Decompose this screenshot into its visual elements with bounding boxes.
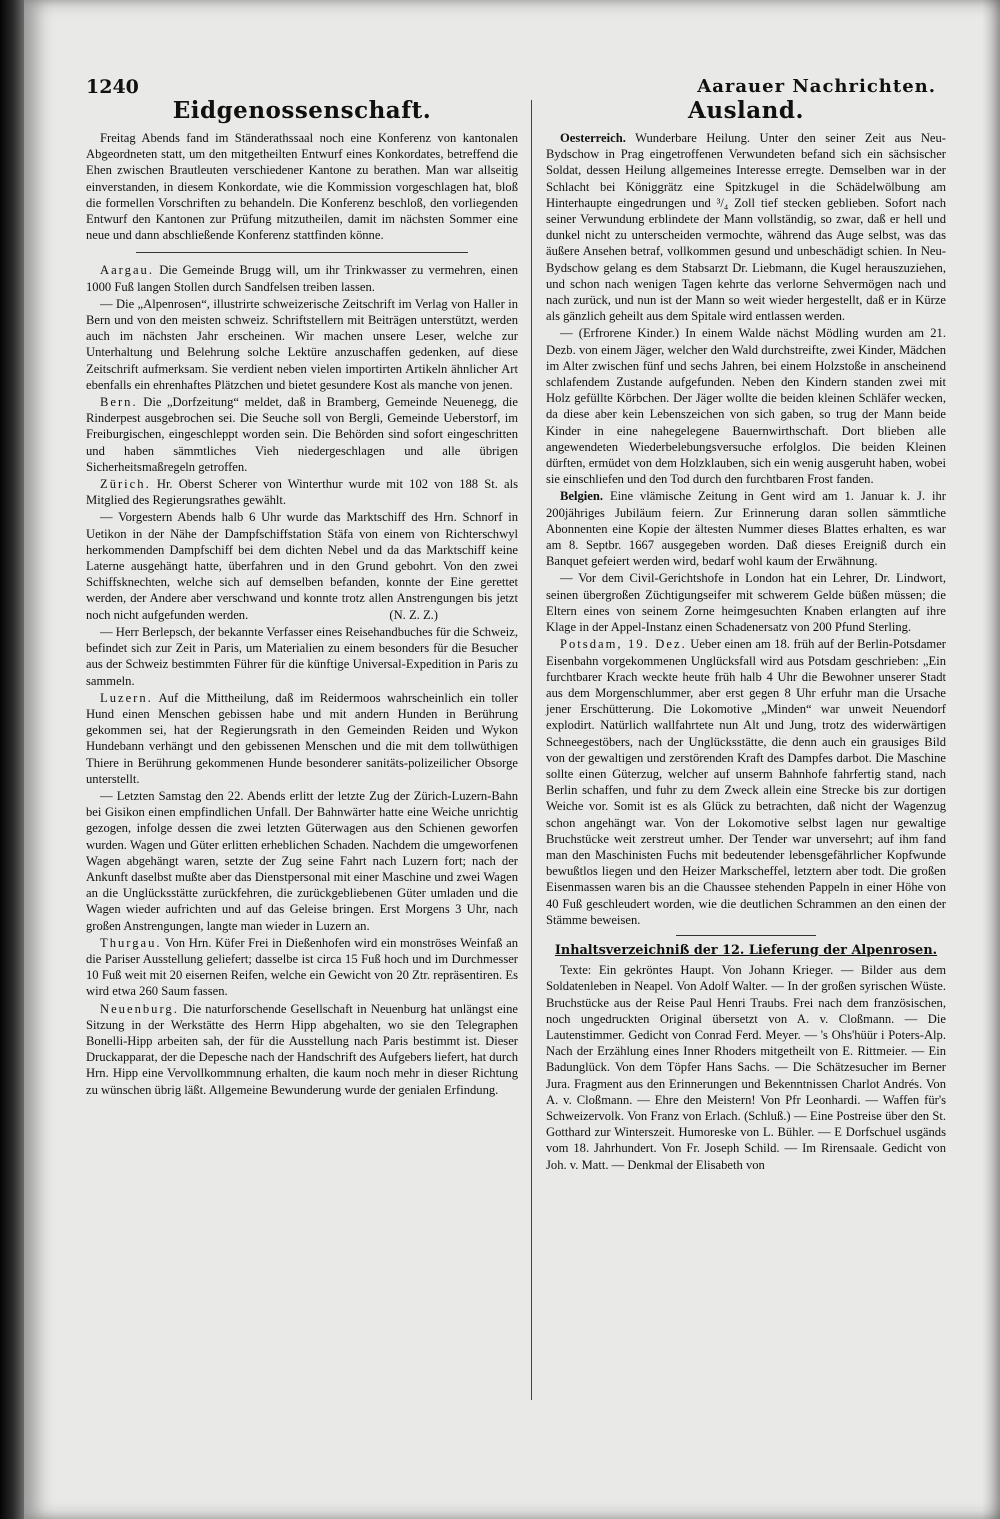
article-text: Die „Dorfzeitung“ meldet, daß in Bramberg, Gemeinde Neuenegg, die Rinderpest ausgebrochen sei. Die Seuche soll von Bergli, Gemeinde Ueberstorf, im Freiburgischen, eingeschleppt worden sein. Die Behörden sind sofort eingeschritten und haben sämmtliches Vieh niedergeschlagen und alle übrigen Sicherheitsmaßregeln getroffen. xyxy=(86,395,518,474)
article-luzern xyxy=(86,690,518,787)
article-text: Von Hrn. Küfer Frei in Dießenhofen wird ein monströses Weinfaß an die Pariser Ausstellung geliefert; dasselbe ist circa 15 Fuß hoch und im Durchmesser 10 Fuß weit mit 20 eisernen Reifen, welche ein Gewicht von 20 Ztr. repräsentiren. Es wird etwa 260 Saum fassen. xyxy=(86,935,519,999)
toc-heading: Inhaltsverzeichniß der 12. Lieferung der Alpenrosen. xyxy=(554,942,938,958)
article-text: — Vorgestern Abends halb 6 Uhr wurde das Marktschiff des Hrn. Schnorf in Uetikon in der Nähe der Dampfschiffstation Stäfa von einem von Richterschwyl herkommenden Dampfschiff bei dem dichten Nebel und da das Marktschiff keine Laterne ausgehängt hatte, überfahren und in den Grund gebohrt. Von den zwei Schiffsknechten, welche sich auf demselben befanden, konnte der Eine gerettet werden, der Andere aber verschwand und konnte trotz allen Anstrengungen bis jetzt noch nicht aufgefunden werden. xyxy=(86,510,518,622)
article-unfall: — Letzten Samstag den 22. Abends erlitt der letzte Zug der Zürich-Luzern-Bahn bei Gisikon einen empfindlichen Unfall. Der Bahnwärter hatte eine Weiche unrichtig gezogen, infolge dessen die zwei letzten Güterwagen aus den Schienen geworfen wurden. Wagen und Güter erlitten erheblichen Schaden. Nachdem die umgeworfenen Wagen abgehängt waren, setzte der Zug seine Fahrt nach Luzern fort; nach der Ankunft daselbst mußte aber das Dienstpersonal mit einer Maschine und zwei Wagen an die Unglücksstätte zurückfehren, die zurückgebliebenen Güter umladen und die Wagen wieder aufrichten und auf das Geleise bringen. Erst Morgens 3 Uhr, nach großen Anstrengungen, langte man wieder in Luzern an. xyxy=(86,788,518,933)
page-header xyxy=(86,76,936,98)
article-aargau xyxy=(86,262,518,294)
article-konferenz: Freitag Abends fand im Ständerathssaal noch eine Konferenz von kantonalen Abgeordneten statt, um den mitgetheilten Entwurf eines Konkordates, betreffend die Ehen zwischen Brautleuten verschiedener Kantone zu berathen. Man war allseitig einverstanden, in diesem Konkordate, wie die Kommission vorgeschlagen hat, bloß die formellen Vorschriften zu behandeln. Die Konferenz beschloß, den vorliegenden Entwurf den Kantonen zur Prüfung mitzutheilen, damit im nächsten Sommer eine neue und dann abschließende Konferenz stattfinden könne. xyxy=(86,131,518,243)
section-heading-ausland: Ausland. xyxy=(688,97,804,124)
canton-label-luzern: Luzern. xyxy=(100,690,153,705)
article-text: Eine vlämische Zeitung in Gent wird am 1. Januar k. J. ihr 200jähriges Jubiläum feiern. Zur Erinnerung daran sollen sämmtliche Abonnenten eine Kopie der ältesten Nummer dieses Blattes erhalten, es war am 8. Septbr. 1667 ausgegeben worden. Daß dieses Ereigniß durch ein Banquet gefeiert werden wird, bedarf wohl kaum der Erwähnung. xyxy=(546,489,947,569)
article-belgien xyxy=(546,488,946,569)
country-label-oesterreich: Oesterreich. xyxy=(560,131,626,145)
article-potsdam xyxy=(546,636,946,928)
article-marktschiff xyxy=(86,509,518,622)
article-neuenburg xyxy=(86,1001,518,1098)
article-oesterreich xyxy=(546,130,946,324)
canton-label-neuenburg: Neuenburg. xyxy=(100,1001,179,1016)
source-signature: (N. Z. Z.) xyxy=(389,607,438,622)
left-column xyxy=(86,96,518,1099)
country-label-belgien: Belgien. xyxy=(560,489,604,504)
divider xyxy=(676,935,816,936)
page-edge-shadow xyxy=(982,0,1000,1519)
article-text: Auf die Mittheilung, daß im Reidermoos wahrscheinlich ein toller Hund einen Menschen gebissen habe und mit andern Hunden in Berührung gekommen sei, hat der Regierungsrath in den Gemeinden Reiden und Wykon Hundebann verhängt und den gebissenen Menschen und die mit dem tollwüthigen Thiere in Berührung gekommenen Hunde besonderer sanitäts-polizeilicher Obsorge unterstellt. xyxy=(86,690,518,786)
article-london: — Vor dem Civil-Gerichtshofe in London hat ein Lehrer, Dr. Lindwort, seinen übergroßen Züchtigungseifer mit schwerem Gelde büßen müssen; die Eltern eines von seinem Zorne heimgesuchten Knaben erlangten auf ihre Klage in der Appel-Instanz einen Schadenersatz von 200 Pfund Sterling. xyxy=(546,571,946,635)
article-text: Die Gemeinde Brugg will, um ihr Trinkwasser zu vermehren, einen 1000 Fuß langen Stollen durch Sandfelsen treiben lassen. xyxy=(86,263,518,294)
article-text: Hr. Oberst Scherer von Winterthur wurde mit 102 von 188 St. als Mitglied des Regierungsrathes gewählt. xyxy=(86,477,518,508)
section-heading-eidgenossenschaft: Eidgenossenschaft. xyxy=(172,97,432,124)
article-bern xyxy=(86,394,518,475)
toc-text: Texte: Ein gekröntes Haupt. Von Johann Krieger. — Bilder aus dem Soldatenleben in Neapel. Von Adolf Walter. — In der großen syrischen Wüste. Bruchstücke aus der Reise Paul Henri Traubs. Frei nach dem französischen, noch ungedruckten Original übersetzt von A. v. Cloßmann. — Die Lautenstimmer. Gedicht von Conrad Ferd. Meyer. — 's Ohs'hüür i Poters-Alp. Nach der Erzählung eines Inner Rhoders mitgetheilt von E. Rittmeier. — Ein Badunglück. Von dem Töpfer Hans Sachs. — Die Schätzesucher im Berner Jura. Fragment aus den Erinnerungen und Bekenntnissen Charlot Andrés. Von A. v. Cloßmann. — Ehre den Meistern! Von Pfr Leonhardi. — Waffen für's Schweizervolk. Von Franz von Erlach. (Schluß.) — Eine Postreise über den St. Gotthard zur Winterszeit. Humoreske von L. Bühler. — E Dorfschuel usgänds vom 18. Jahrhundert. Von Fr. Joseph Schild. — Im Rirensaale. Gedicht von Joh. v. Matt. — Denkmal der Elisabeth von xyxy=(546,963,946,1172)
article-text: Ueber einen am 18. früh auf der Berlin-Potsdamer Eisenbahn vorgekommenen Unglücksfall wird aus Potsdam geschrieben: „Ein furchtbarer Krach weckte heute früh halb 4 Uhr die Bewohner unserer Stadt aus dem Morgenschlummer, aber erst gegen 8 Uhr erfuhr man die Ursache jener Erschütterung. Die Lokomotive „Minden“ war unweit Neuendorf explodirt. Natürlich wallfahrtete nun Alt und Jung, trotz des widerwärtigen Schneegestöbers, nach der Unglücksstätte, die denn auch ein grausiges Bild von der gewaltigen und zerstörenden Kraft des Dampfes darbot. Die Maschine sollte einen Güterzug, welcher auf unserm Bahnhofe fahrfertig stand, nach Berlin schaffen, und fuhr zu dem Zweck allein eine Strecke bis zur dortigen Weiche vor. Somit ist es als Glück zu betrachten, daß nicht der Wagenzug schon angehängt war. Von der Lokomotive selbst lagen nur gewaltige Bruchstücke weit zerstreut umher. Der Tender war unversehrt; auf ihm fand man den Maschinisten Fuchs mit bedeutender lebensgefährlicher Kopfwunde bewußtlos liegen und den Heizer Markscheffel, letztern aber todt. Die großen Eisenmassen waren bis an die Chaussee stehenden Pappeln in einer Höhe von 40 Fuß geschleudert worden, wie die deutlichen Schrammen an den einen der Stämme beweisen. xyxy=(546,637,946,927)
page-number: 1240 xyxy=(86,76,139,98)
book-spine-shadow xyxy=(0,0,24,1519)
article-berlepsch: — Herr Berlepsch, der bekannte Verfasser eines Reisehandbuches für die Schweiz, befindet sich zur Zeit in Paris, um Materialien zu einem besonders für die Besucher aus der Schweiz bestimmten Führer für die künftige Universal-Expedition in Paris zu sammeln. xyxy=(86,624,519,688)
right-column xyxy=(546,96,946,1174)
canton-label-thurgau: Thurgau. xyxy=(100,935,162,950)
canton-label-aargau: Aargau. xyxy=(100,263,154,278)
canton-label-bern: Bern. xyxy=(100,395,138,410)
divider xyxy=(136,252,468,253)
dateline-potsdam: Potsdam, 19. Dez. xyxy=(560,637,687,652)
article-alpenrosen: — Die „Alpenrosen“, illustrirte schweizerische Zeitschrift im Verlag von Haller in Bern und von den meisten schweiz. Schriftstellern mit Beiträgen unterstützt, werden auch im nächsten Jahr erscheinen. Wir machen unsere Leser, welche zur Unterhaltung und Belehrung solche Lektüre anzuschaffen gedenken, auf diese Zeitschrift aufmerksam. Sie verdient neben vielen importirten Artikeln ähnlicher Art ebenfalls ein ehrenhaftes Plätzchen und bietet gesundere Kost als manche von jenen. xyxy=(86,296,518,392)
article-text: Wunderbare Heilung. Unter den seiner Zeit aus Neu-Bydschow in Prag eingetroffenen Verwundeten befand sich ein sächsischer Soldat, dessen Heilung allgemeines Interesse erregte. Demselben war in der Schlacht bei Königgrätz eine Spitzkugel in die Schädelwölbung am Hinterhaupte eingedrungen und ³/₄ Zoll tief stecken geblieben. Sofort nach seiner Verwundung erblindete der Mann vollständig, so zwar, daß er hell und dunkel nicht zu unterscheiden vermochte, während das Auge selbst, was das äußere Ansehen betraf, vollkommen gesund und unbeschädigt schien. In Neu-Bydschow gelang es dem Stabsarzt Dr. Liebmann, die Kugel herauszuziehen, und schon nach wenigen Tagen kehrte das verlorne Sehvermögen nach und nach zurück, und nun ist der Mann so weit wieder hergestellt, daß er in Kürze als gänzlich geheilt aus dem Spitale wird entlassen werden. xyxy=(546,131,946,324)
article-text: Die naturforschende Gesellschaft in Neuenburg hat unlängst eine Sitzung in der Werkstätte des Herrn Hipp abgehalten, wo sie den Telegraphen Bonelli-Hipp arbeiten sah, der für die Ausstellung nach Paris bestimmt ist. Dieser Druckapparat, der die Depesche nach der Handschrift des Aufgebers liefert, hat durch Hrn. Hipp eine Vervollkommnung erhalten, die kaum noch mehr in dieser Richtung zu wünschen übrig läßt. Allgemeine Bewunderung wurde der genialen Erfindung. xyxy=(86,1001,518,1097)
column-rule xyxy=(531,100,532,1400)
article-erfrorene-kinder: — (Erfrorene Kinder.) In einem Walde nächst Mödling wurden am 21. Dezb. von einem Jäger, welcher den Wald durchstreifte, zwei Kinder, Mädchen im Alter zwischen fünf und sechs Jahren, bei einem Holzstoße in anscheinend schlafendem Zustande aufgefunden. Neben den Kindern standen zwei mit Holz gefüllte Körbchen. Der Jäger wollte die beiden kleinen Schläfer wecken, da diese aber kein Lebenszeichen von sich gaben, so trug der Mann beide Kinder in eine nahegelegene Bauernwirthschaft. Dort blieben alle angewendeten Wiederbelebungsversuche erfolglos. Die beiden Kleinen dürften, ermüdet von dem Holzklauben, sich ein wenig ausgeruht haben, wobei sie einschliefen und den Tod durch den furchtbaren Frost fanden. xyxy=(546,326,946,487)
article-zuerich xyxy=(86,476,518,508)
canton-label-zuerich: Zürich. xyxy=(100,477,151,492)
running-title: Aarauer Nachrichten. xyxy=(697,76,936,97)
article-thurgau xyxy=(86,935,518,1000)
